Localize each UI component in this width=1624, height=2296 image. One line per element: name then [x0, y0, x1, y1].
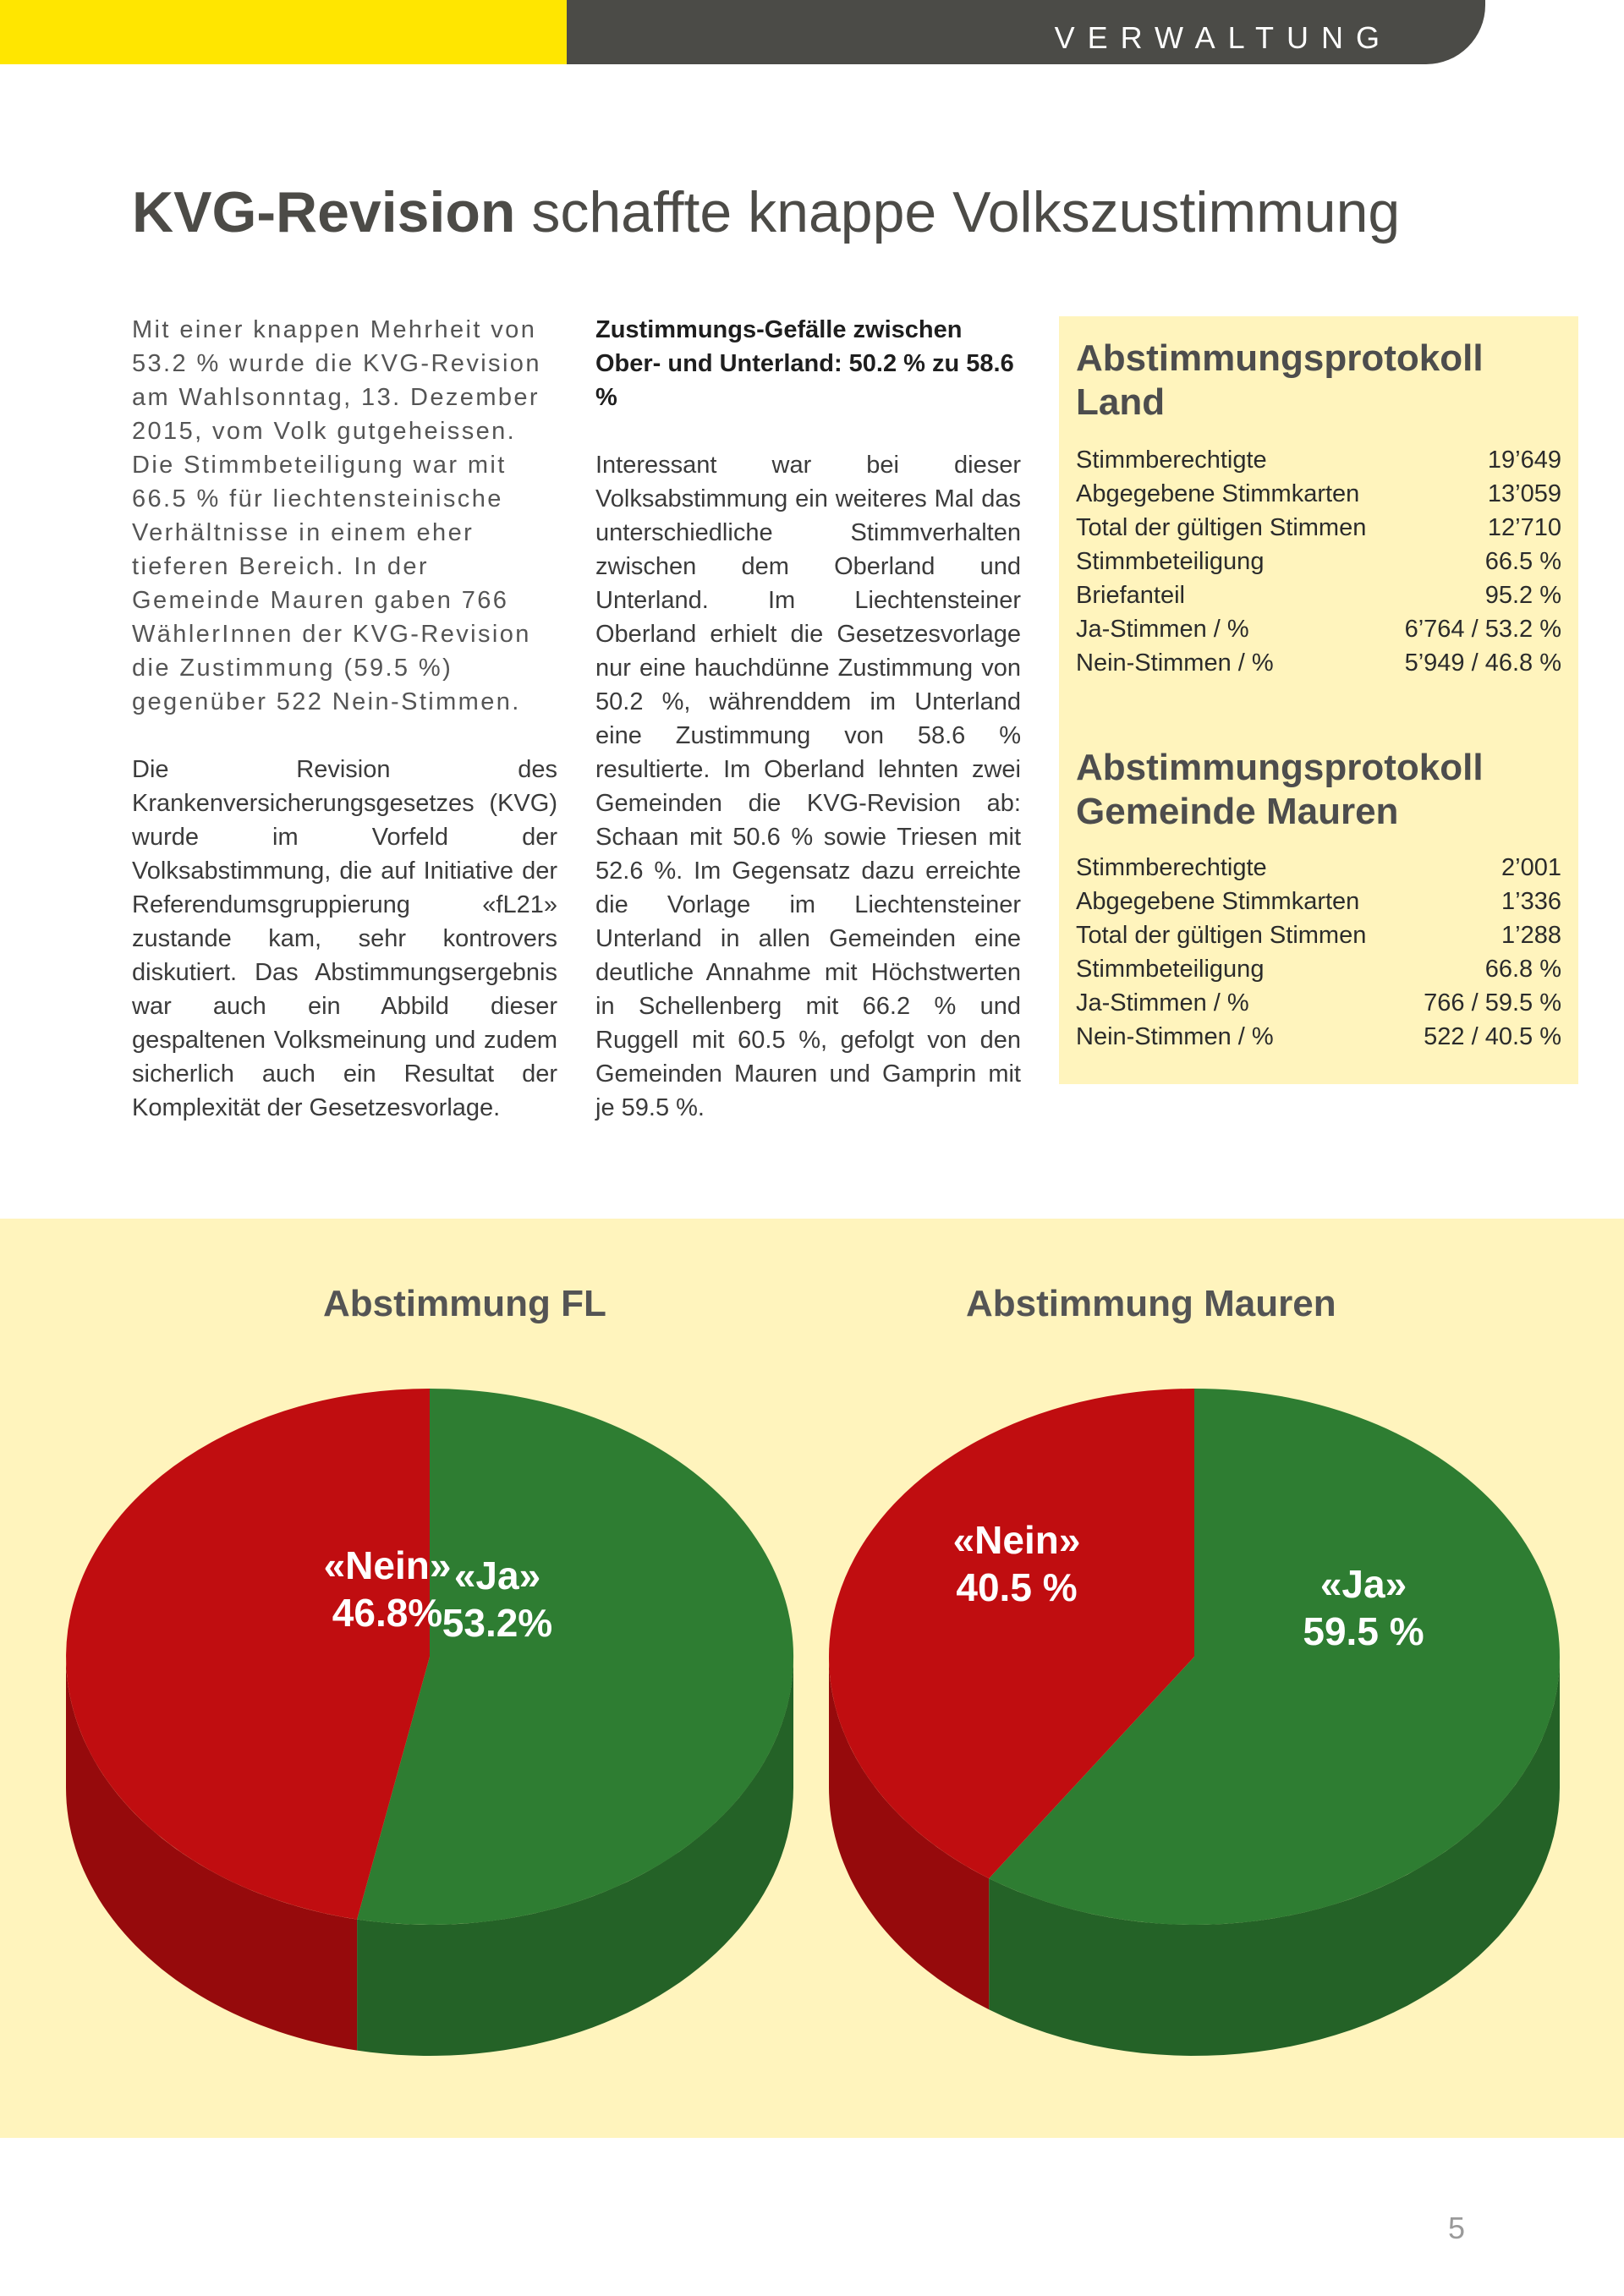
protocol-row [1076, 646, 1561, 680]
protocol-row-value: 766 / 59.5 % [1424, 989, 1561, 1016]
chart-mauren-title: Abstimmung Mauren [966, 1283, 1336, 1324]
protocol-row-label: Stimmberechtigte [1076, 447, 1267, 474]
protocol-row-label: Nein-Stimmen / % [1076, 1023, 1274, 1050]
protocol-row [1076, 578, 1561, 612]
protocol-row [1076, 986, 1561, 1020]
slice-name-nein: «Nein» [952, 1518, 1081, 1562]
body-paragraph-2: Interessant war bei dieser Volksabstimmung ein weiteres Mal das unterschiedliche Stimmverhalten zwischen dem Oberland und Unterland. Im Liechtensteiner Oberland erhielt die Gesetzesvorlage nur eine hauchdünne Zustimmung von 50.2 %, währenddem im Unterland eine Zustimmung von 58.6 % resultierte. Im Oberland lehnten zwei Gemeinden die KVG-Revision ab: Schaan mit 50.6 % sowie Triesen mit 52.6 %. Im Gegensatz dazu erreichte die Vorlage im Liechtensteiner Unterland in allen Gemeinden eine deutliche Annahme mit Höchstwerten in Schellenberg mit 66.2 % und Ruggell mit 60.5 %, gefolgt von den Gemeinden Mauren und Gamprin mit je 59.5 %. [595, 452, 1021, 1121]
page-title [132, 179, 1400, 245]
protocol-row-value: 19’649 [1487, 447, 1561, 474]
slice-name-ja: «Ja» [453, 1553, 541, 1597]
page-title-rest: schaffte knappe Volkszustimmung [531, 180, 1401, 244]
protocol-mauren-table [1076, 851, 1561, 1054]
protocol-row [1076, 511, 1561, 545]
protocol-row-value: 12’710 [1487, 514, 1561, 541]
slice-value-nein: 46.8% [332, 1591, 443, 1635]
protocol-row-label: Nein-Stimmen / % [1076, 649, 1274, 677]
pie-chart-mauren [829, 1389, 1560, 2056]
protocol-row [1076, 477, 1561, 511]
protocol-row-label: Stimmbeteiligung [1076, 956, 1265, 983]
slice-name-nein: «Nein» [323, 1543, 452, 1587]
page-title-bold: KVG-Revision [132, 180, 516, 244]
protocol-row-label: Total der gültigen Stimmen [1076, 922, 1367, 949]
protocol-land-title: Abstimmungsprotokoll Land [1076, 337, 1484, 423]
protocol-mauren-title: Abstimmungsprotokoll Gemeinde Mauren [1076, 747, 1484, 832]
protocol-box [1059, 316, 1578, 1084]
pie-charts [0, 1219, 1624, 2138]
protocol-row-value: 1’288 [1501, 922, 1561, 949]
protocol-row [1076, 612, 1561, 646]
section-label: VERWALTUNG [1054, 20, 1392, 55]
header-yellow-bar [0, 0, 567, 64]
protocol-row-value: 95.2 % [1484, 582, 1561, 609]
protocol-row-label: Abgegebene Stimmkarten [1076, 480, 1360, 507]
slice-value-nein: 40.5 % [956, 1565, 1078, 1609]
protocol-row-label: Total der gültigen Stimmen [1076, 514, 1367, 541]
protocol-row-label: Ja-Stimmen / % [1076, 989, 1249, 1016]
protocol-row-value: 5’949 / 46.8 % [1404, 649, 1561, 677]
protocol-land-table [1076, 443, 1561, 680]
protocol-row [1076, 545, 1561, 578]
protocol-row [1076, 918, 1561, 952]
protocol-row [1076, 851, 1561, 885]
slice-value-ja: 53.2% [442, 1601, 553, 1645]
protocol-row-value: 6’764 / 53.2 % [1404, 616, 1561, 643]
protocol-row-value: 2’001 [1501, 854, 1561, 881]
protocol-row-label: Abgegebene Stimmkarten [1076, 888, 1360, 915]
protocol-row [1076, 443, 1561, 477]
pie-chart-fl [66, 1389, 793, 2056]
protocol-row [1076, 885, 1561, 918]
intro-paragraph: Mit einer knappen Mehrheit von 53.2 % wurde die KVG-Revision am Wahlsonntag, 13. Dezember 2015, vom Volk gutgeheissen. Die Stimmbeteiligung war mit 66.5 % für liechtensteinische Verhältnisse in einem eher tieferen Bereich. In der Gemeinde Mauren gaben 766 WählerInnen der KVG-Revision die Zustimmung (59.5 %) gegenüber 522 Nein-Stimmen. [132, 316, 541, 715]
protocol-row-label: Stimmbeteiligung [1076, 548, 1265, 575]
protocol-row [1076, 1020, 1561, 1054]
protocol-row [1076, 952, 1561, 986]
chart-section [0, 1219, 1624, 2138]
article-column-1 [132, 313, 557, 1125]
header-grey-bar [567, 0, 1485, 64]
protocol-row-label: Briefanteil [1076, 582, 1185, 609]
protocol-row-value: 1’336 [1501, 888, 1561, 915]
protocol-row-label: Stimmberechtigte [1076, 854, 1267, 881]
slice-name-ja: «Ja» [1320, 1562, 1407, 1606]
chart-fl-title: Abstimmung FL [323, 1283, 606, 1324]
protocol-row-value: 522 / 40.5 % [1424, 1023, 1561, 1050]
slice-value-ja: 59.5 % [1303, 1609, 1424, 1653]
page-number: 5 [1448, 2211, 1466, 2245]
article-column-2 [595, 313, 1021, 1125]
protocol-row-label: Ja-Stimmen / % [1076, 616, 1249, 643]
protocol-row-value: 66.8 % [1484, 956, 1561, 983]
protocol-row-value: 13’059 [1487, 480, 1561, 507]
protocol-row-value: 66.5 % [1484, 548, 1561, 575]
subheading: Zustimmungs-Gefälle zwischen Ober- und Unterland: 50.2 % zu 58.6 % [595, 316, 1014, 411]
body-paragraph-1: Die Revision des Krankenversicherungsgesetzes (KVG) wurde im Vorfeld der Volksabstimmung, die auf Initiative der Referendumsgruppierung «fL21» zustande kam, sehr kontrovers diskutiert. Das Abstimmungsergebnis war auch ein Abbild dieser gespaltenen Volksmeinung und zudem sicherlich auch ein Resultat der Komplexität der Gesetzesvorlage. [132, 756, 557, 1121]
